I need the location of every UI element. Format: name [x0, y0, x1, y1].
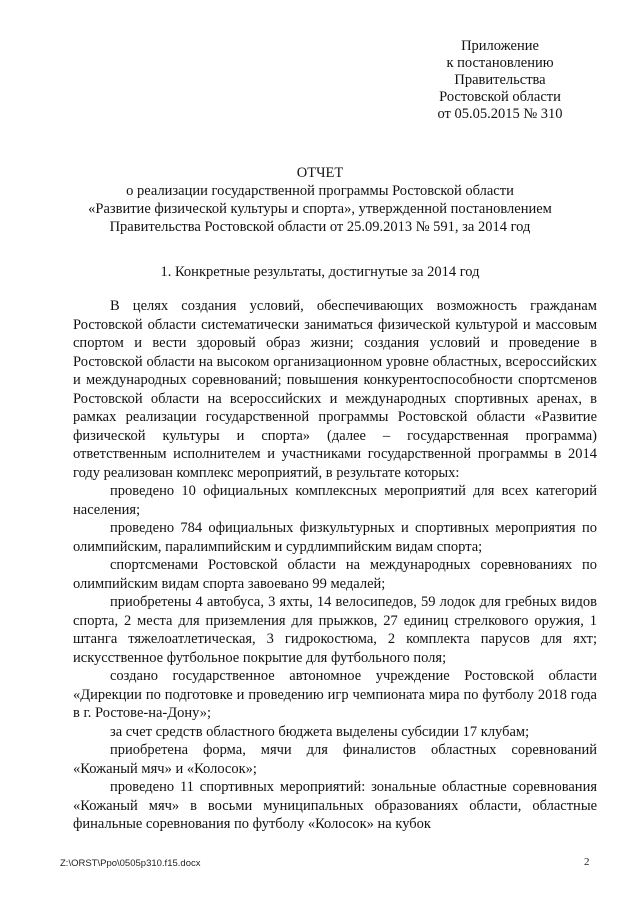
footer-page-number: 2 [584, 856, 590, 868]
body-paragraph: приобретены 4 автобуса, 3 яхты, 14 велосипедов, 59 лодок для гребных видов спорта, 2 места для приземления для прыжков, 27 единиц стрелкового оружия, 1 штанга тяжелоатлетическая, 3 гидрокостюма, 2 комплекта парусов для яхт; искусственное футбольное покрытие для футбольного поля; [73, 594, 597, 666]
report-title-line: «Развитие физической культуры и спорта», утвержденной постановлением [88, 201, 552, 217]
body-paragraph: В целях создания условий, обеспечивающих возможность гражданам Ростовской области систематически заниматься физической культурой и массовым спортом и вести здоровый образ жизни; создания условий и проведение в Ростовской области на высоком организационном уровне областных, всероссийских и международных соревнований; повышения конкурентоспособности спортсменов Ростовской области на всероссийских и международных спортивных аренах, в рамках реализации государственной программы Ростовской области «Развитие физической культуры и спорта» (далее – государственная программа) ответственным исполнителем и участниками государственной программы в 2014 году реализован комплекс мероприятий, в результате которых: [73, 298, 597, 481]
appendix-block [420, 38, 580, 123]
appendix-line: Приложение [461, 38, 539, 54]
body-paragraph: проведено 784 официальных физкультурных и спортивных мероприятия по олимпийским, паралимпийским и сурдлимпийским видам спорта; [73, 520, 597, 555]
body-paragraph: приобретена форма, мячи для финалистов областных соревнований «Кожаный мяч» и «Колосок»; [73, 742, 597, 777]
appendix-line: Ростовской области [439, 89, 561, 105]
body-paragraph: за счет средств областного бюджета выделены субсидии 17 клубам; [110, 723, 530, 740]
body-paragraph: спортсменами Ростовской области на международных соревнованиях по олимпийским видам спорта завоевано 99 медалей; [73, 557, 597, 592]
body-text [73, 297, 597, 834]
appendix-line: от 05.05.2015 № 310 [437, 106, 563, 122]
footer-file-path: Z:\ORST\Ppo\0505p310.f15.docx [60, 858, 201, 869]
report-title-block [60, 164, 580, 236]
report-heading: ОТЧЕТ [296, 165, 344, 181]
body-paragraph: проведено 10 официальных комплексных мероприятий для всех категорий населения; [73, 483, 597, 518]
section-heading: 1. Конкретные результаты, достигнутые за 2014 год [160, 264, 480, 280]
body-paragraph: создано государственное автономное учреждение Ростовской области «Дирекции по подготовке и проведению игр чемпионата мира по футболу 2018 года в г. Ростове-на-Дону»; [73, 668, 597, 721]
appendix-line: к постановлению [446, 55, 554, 71]
body-paragraph: проведено 11 спортивных мероприятий: зональные областные соревнования «Кожаный мяч» в восьми муниципальных образованиях области, областные финальные соревнования по футболу «Колосок» на кубок [73, 779, 597, 832]
report-title-line: Правительства Ростовской области от 25.09.2013 № 591, за 2014 год [109, 219, 531, 235]
appendix-line: Правительства [454, 72, 546, 88]
report-title-line: о реализации государственной программы Ростовской области [126, 183, 514, 199]
